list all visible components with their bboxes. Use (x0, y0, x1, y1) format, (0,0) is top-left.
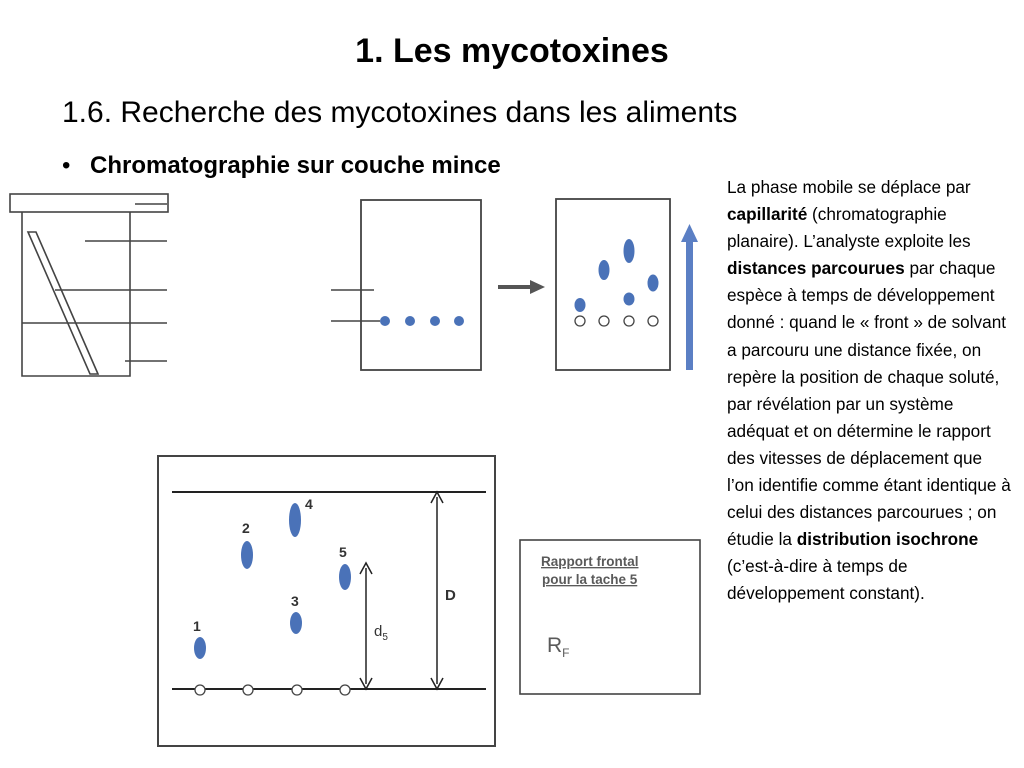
description-text: par chaque espèce à temps de développement donné : quand le « front » de solvant a parcouru une distance fixée, on repère la position de chaque soluté, par révélation par un système adéquat et on détermine le rapport des vitesses de déplacement que l’on identifie comme étant identique à celui des distances parcourues ; on étudie la (727, 258, 1011, 550)
arrow-up-icon (681, 224, 698, 370)
spot-start-2 (405, 316, 415, 326)
slide-subtitle: 1.6. Recherche des mycotoxines dans les aliments (62, 96, 738, 129)
spot-start-1 (380, 316, 390, 326)
tank-lid (10, 194, 168, 212)
arrow-right-icon (498, 280, 545, 294)
rf-box-line1: Rapport frontal (541, 554, 639, 569)
spot-1 (194, 637, 206, 659)
chromatogram (158, 456, 495, 746)
plate-before (331, 200, 481, 370)
D-label: D (445, 587, 456, 604)
rf-box (520, 540, 700, 694)
spot-4 (289, 503, 301, 537)
rf-box-line2: pour la tache 5 (542, 572, 638, 587)
description-text: (c’est-à-dire à temps de développement constant). (727, 556, 925, 604)
description-bold-term: distribution isochrone (796, 529, 979, 550)
spot-label-3: 3 (291, 593, 299, 609)
description-bold-term: distances parcourues (727, 258, 905, 279)
bullet-text: Chromatographie sur couche mince (90, 152, 501, 179)
spot-2 (241, 541, 253, 569)
spot-label-4: 4 (305, 496, 313, 512)
description-text: La phase mobile se déplace par (727, 177, 971, 197)
bullet-dot: • (62, 152, 71, 179)
slide-title: 1. Les mycotoxines (355, 32, 669, 70)
description-text: (chromatographie planaire). L’analyste exploite les (727, 204, 971, 252)
spot-label-1: 1 (193, 618, 201, 634)
rf-symbol: $R_F$ (547, 634, 570, 660)
spot-5 (339, 564, 351, 590)
tlc-tank (10, 194, 168, 376)
spot-start-4 (454, 316, 464, 326)
spot-label-5: 5 (339, 544, 347, 560)
spot-label-2: 2 (242, 520, 250, 536)
spot-3 (290, 612, 302, 634)
spot-start-3 (430, 316, 440, 326)
description-bold-term: capillarité (727, 204, 808, 225)
tank-plate (28, 232, 98, 374)
d5-label: $d_5$ (374, 623, 388, 643)
plate-after (556, 199, 670, 370)
